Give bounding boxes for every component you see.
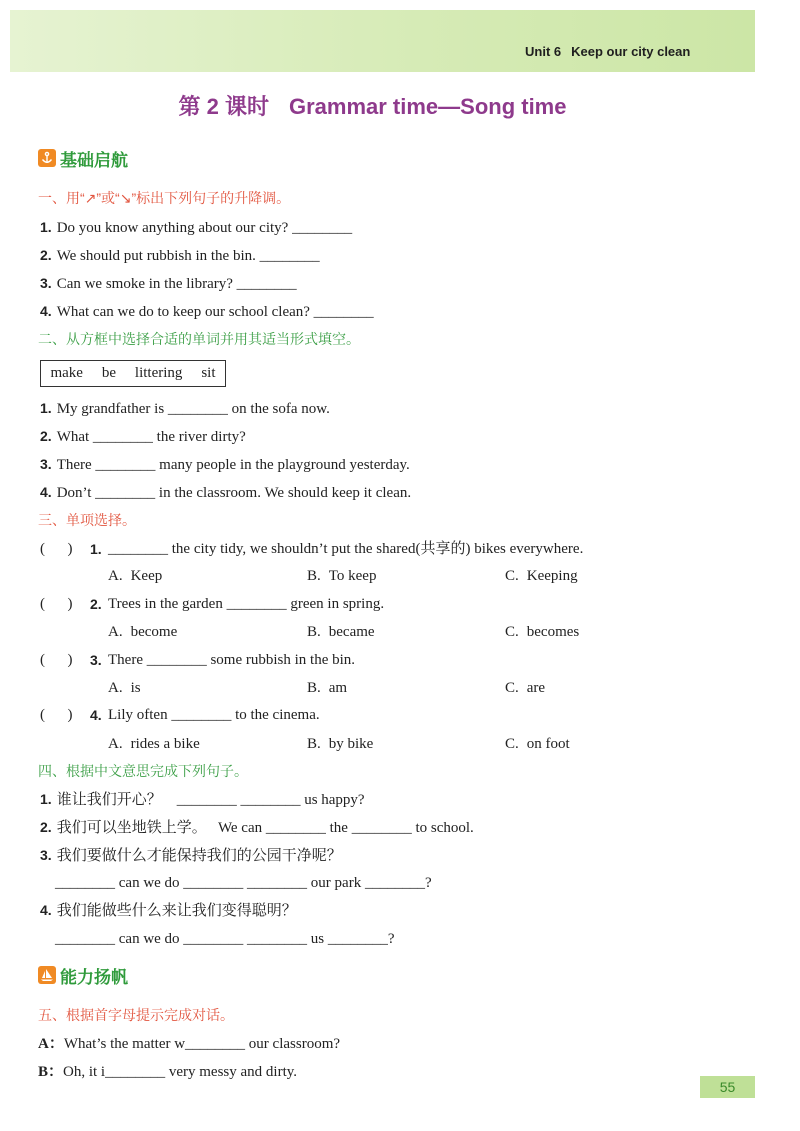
answer-line: ________ can we do ________ ________ our park ________? <box>55 875 432 891</box>
option-a <box>108 678 141 698</box>
question-number: 4. <box>90 707 102 723</box>
dialogue-text: What’s the matter w________ our classroom? <box>63 1036 341 1052</box>
lesson-title <box>0 90 745 121</box>
option-c <box>505 678 545 698</box>
item-number: 4. <box>40 303 52 319</box>
ex2-item <box>40 398 330 419</box>
dialogue-line <box>38 1062 297 1082</box>
item-number: 4. <box>40 484 52 500</box>
answer-line: ________ can we do ________ ________ us ________? <box>55 931 395 947</box>
lesson-topic: Grammar time—Song time <box>288 94 567 119</box>
option-text: are <box>526 680 546 696</box>
ex2-instruction: 二、从方框中选择合适的单词并用其适当形式填空。 <box>38 331 360 347</box>
item-text: My grandfather is ________ on the sofa now. <box>56 401 330 417</box>
ex2-item <box>40 454 410 475</box>
option-c <box>505 734 570 754</box>
answer-paren: ( ) <box>40 596 73 612</box>
word-option: be <box>101 365 117 381</box>
option-text: by bike <box>328 736 374 752</box>
question-number: 2. <box>90 596 102 612</box>
word-box <box>40 360 226 387</box>
item-number: 3. <box>40 275 52 291</box>
option-label: C. <box>505 624 519 640</box>
ex1-item <box>40 301 374 322</box>
item-number: 1. <box>40 791 52 807</box>
page-number: 55 <box>700 1076 755 1098</box>
item-text: Do you know anything about our city? ________ <box>56 220 353 236</box>
option-label: B. <box>307 624 321 640</box>
option-label: B. <box>307 736 321 752</box>
option-text: on foot <box>526 736 570 752</box>
header-band <box>10 10 755 72</box>
ex5-instruction: 五、根据首字母提示完成对话。 <box>38 1007 234 1023</box>
option-text: becomes <box>526 624 580 640</box>
item-text: Don’t ________ in the classroom. We should keep it clean. <box>56 485 412 501</box>
ex1-item <box>40 245 320 266</box>
item-number: 1. <box>40 219 52 235</box>
option-a <box>108 734 200 754</box>
question-stem: Trees in the garden ________ green in spring. <box>108 596 385 612</box>
item-text: What can we do to keep our school clean? ________ <box>56 304 374 320</box>
item-text: Can we smoke in the library? ________ <box>56 276 297 292</box>
option-text: Keeping <box>526 568 578 584</box>
word-option: littering <box>134 365 183 381</box>
option-text: Keep <box>130 568 163 584</box>
question-number: 1. <box>90 541 102 557</box>
anchor-icon <box>38 149 56 167</box>
option-text: became <box>328 624 375 640</box>
item-number: 2. <box>40 819 52 835</box>
item-text: 我们能做些什么来让我们变得聪明？ <box>56 903 297 919</box>
option-label: A. <box>108 680 123 696</box>
question-stem: Lily often ________ to the cinema. <box>108 707 320 723</box>
item-text: 谁让我们开心？ ________ ________ us happy? <box>56 792 365 808</box>
lesson-number: 第 2 课时 <box>178 94 269 119</box>
unit-header <box>525 44 690 59</box>
part1-heading <box>38 147 128 169</box>
dialogue-text: Oh, it i________ very messy and dirty. <box>63 1064 298 1080</box>
ex3-instruction: 三、单项选择。 <box>38 512 136 528</box>
option-label: C. <box>505 568 519 584</box>
part2-heading <box>38 964 128 986</box>
answer-paren: ( ) <box>40 652 73 668</box>
item-number: 3. <box>40 456 52 472</box>
item-number: 2. <box>40 428 52 444</box>
option-label: A. <box>108 568 123 584</box>
word-option: make <box>50 365 83 381</box>
option-label: A. <box>108 624 123 640</box>
option-text: become <box>130 624 178 640</box>
speaker-label: B： <box>38 1064 64 1080</box>
ex1-item <box>40 217 352 238</box>
ex4-item <box>40 900 297 921</box>
item-text: 我们可以坐地铁上学。 We can ________ the ________ to school. <box>56 820 474 836</box>
part2-heading-text: 能力扬帆 <box>60 967 128 987</box>
dialogue-line <box>38 1034 340 1054</box>
ex4-item <box>40 845 342 866</box>
unit-title: Keep our city clean <box>571 44 691 59</box>
sail-icon <box>38 966 56 984</box>
item-number: 2. <box>40 247 52 263</box>
option-text: rides a bike <box>130 736 200 752</box>
option-b <box>307 622 375 642</box>
option-label: C. <box>505 736 519 752</box>
ex4-item <box>40 817 474 838</box>
question-number: 3. <box>90 652 102 668</box>
item-number: 1. <box>40 400 52 416</box>
option-label: B. <box>307 680 321 696</box>
item-text: We should put rubbish in the bin. ________ <box>56 248 320 264</box>
speaker-label: A： <box>38 1036 64 1052</box>
option-text: To keep <box>328 568 377 584</box>
item-text: There ________ many people in the playground yesterday. <box>56 457 410 473</box>
option-label: A. <box>108 736 123 752</box>
item-number: 3. <box>40 847 52 863</box>
ex4-item <box>40 789 365 810</box>
option-text: am <box>328 680 348 696</box>
ex2-item <box>40 426 246 447</box>
ex4-instruction: 四、根据中文意思完成下列句子。 <box>38 763 248 779</box>
option-a <box>108 566 162 586</box>
answer-paren: ( ) <box>40 707 73 723</box>
option-b <box>307 566 376 586</box>
word-option: sit <box>201 365 216 381</box>
option-label: C. <box>505 680 519 696</box>
option-b <box>307 734 373 754</box>
unit-label: Unit 6 <box>525 44 562 59</box>
item-text: What ________ the river dirty? <box>56 429 246 445</box>
option-c <box>505 566 578 586</box>
ex1-instruction: 一、用“↗”或“↘”标出下列句子的升降调。 <box>38 190 291 206</box>
answer-paren: ( ) <box>40 541 73 557</box>
item-number: 4. <box>40 902 52 918</box>
option-c <box>505 622 579 642</box>
question-stem: There ________ some rubbish in the bin. <box>108 652 356 668</box>
option-label: B. <box>307 568 321 584</box>
option-a <box>108 622 177 642</box>
option-b <box>307 678 347 698</box>
item-text: 我们要做什么才能保持我们的公园干净呢？ <box>56 848 342 864</box>
part1-heading-text: 基础启航 <box>60 150 128 170</box>
ex1-item <box>40 273 297 294</box>
question-stem: ________ the city tidy, we shouldn’t put the shared(共享的) bikes everywhere. <box>108 541 584 557</box>
ex2-item <box>40 482 411 503</box>
option-text: is <box>130 680 141 696</box>
